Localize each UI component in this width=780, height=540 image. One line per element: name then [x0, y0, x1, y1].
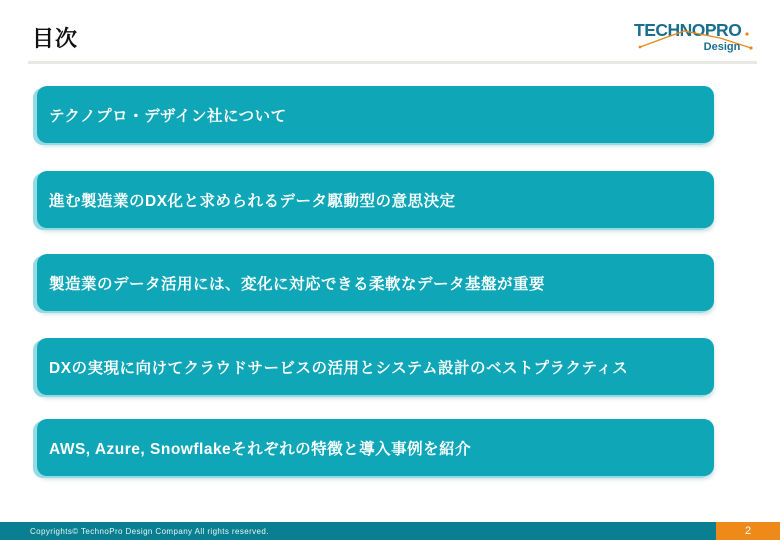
technopro-design-logo — [634, 18, 756, 58]
toc-item-flexible-data-platform — [37, 254, 714, 311]
toc-item-label: 製造業のデータ活用には、変化に対応できる柔軟なデータ基盤が重要 — [49, 275, 546, 293]
toc-item-cloud-best-practices — [37, 338, 714, 395]
logo-swoosh-start-dot-icon — [639, 46, 642, 49]
page-number-box — [716, 522, 780, 540]
toc-item-label: テクノプロ・デザイン社について — [49, 107, 287, 125]
toc-item-manufacturing-dx — [37, 171, 714, 228]
toc-item-aws-azure-snowflake — [37, 419, 714, 476]
logo-dot-icon — [745, 32, 748, 35]
footer-bar — [0, 522, 716, 540]
logo-subbrand-text: Design — [703, 41, 741, 53]
title-divider — [28, 61, 757, 64]
toc-item-label: 進む製造業のDX化と求められるデータ駆動型の意思決定 — [49, 192, 456, 210]
toc-item-label: DXの実現に向けてクラウドサービスの活用とシステム設計のベストプラクティス — [49, 359, 629, 377]
logo-swoosh-end-dot-icon — [749, 46, 752, 49]
copyright-text: Copyrights© TechnoPro Design Company All rights reserved. — [30, 526, 269, 536]
page-number: 2 — [744, 525, 752, 537]
toc-item-label: AWS, Azure, Snowflakeそれぞれの特徴と導入事例を紹介 — [49, 440, 472, 458]
toc-item-about-company — [37, 86, 714, 143]
page-title: 目次 — [32, 26, 79, 51]
logo-brand-text: TECHNOPRO — [634, 20, 742, 40]
